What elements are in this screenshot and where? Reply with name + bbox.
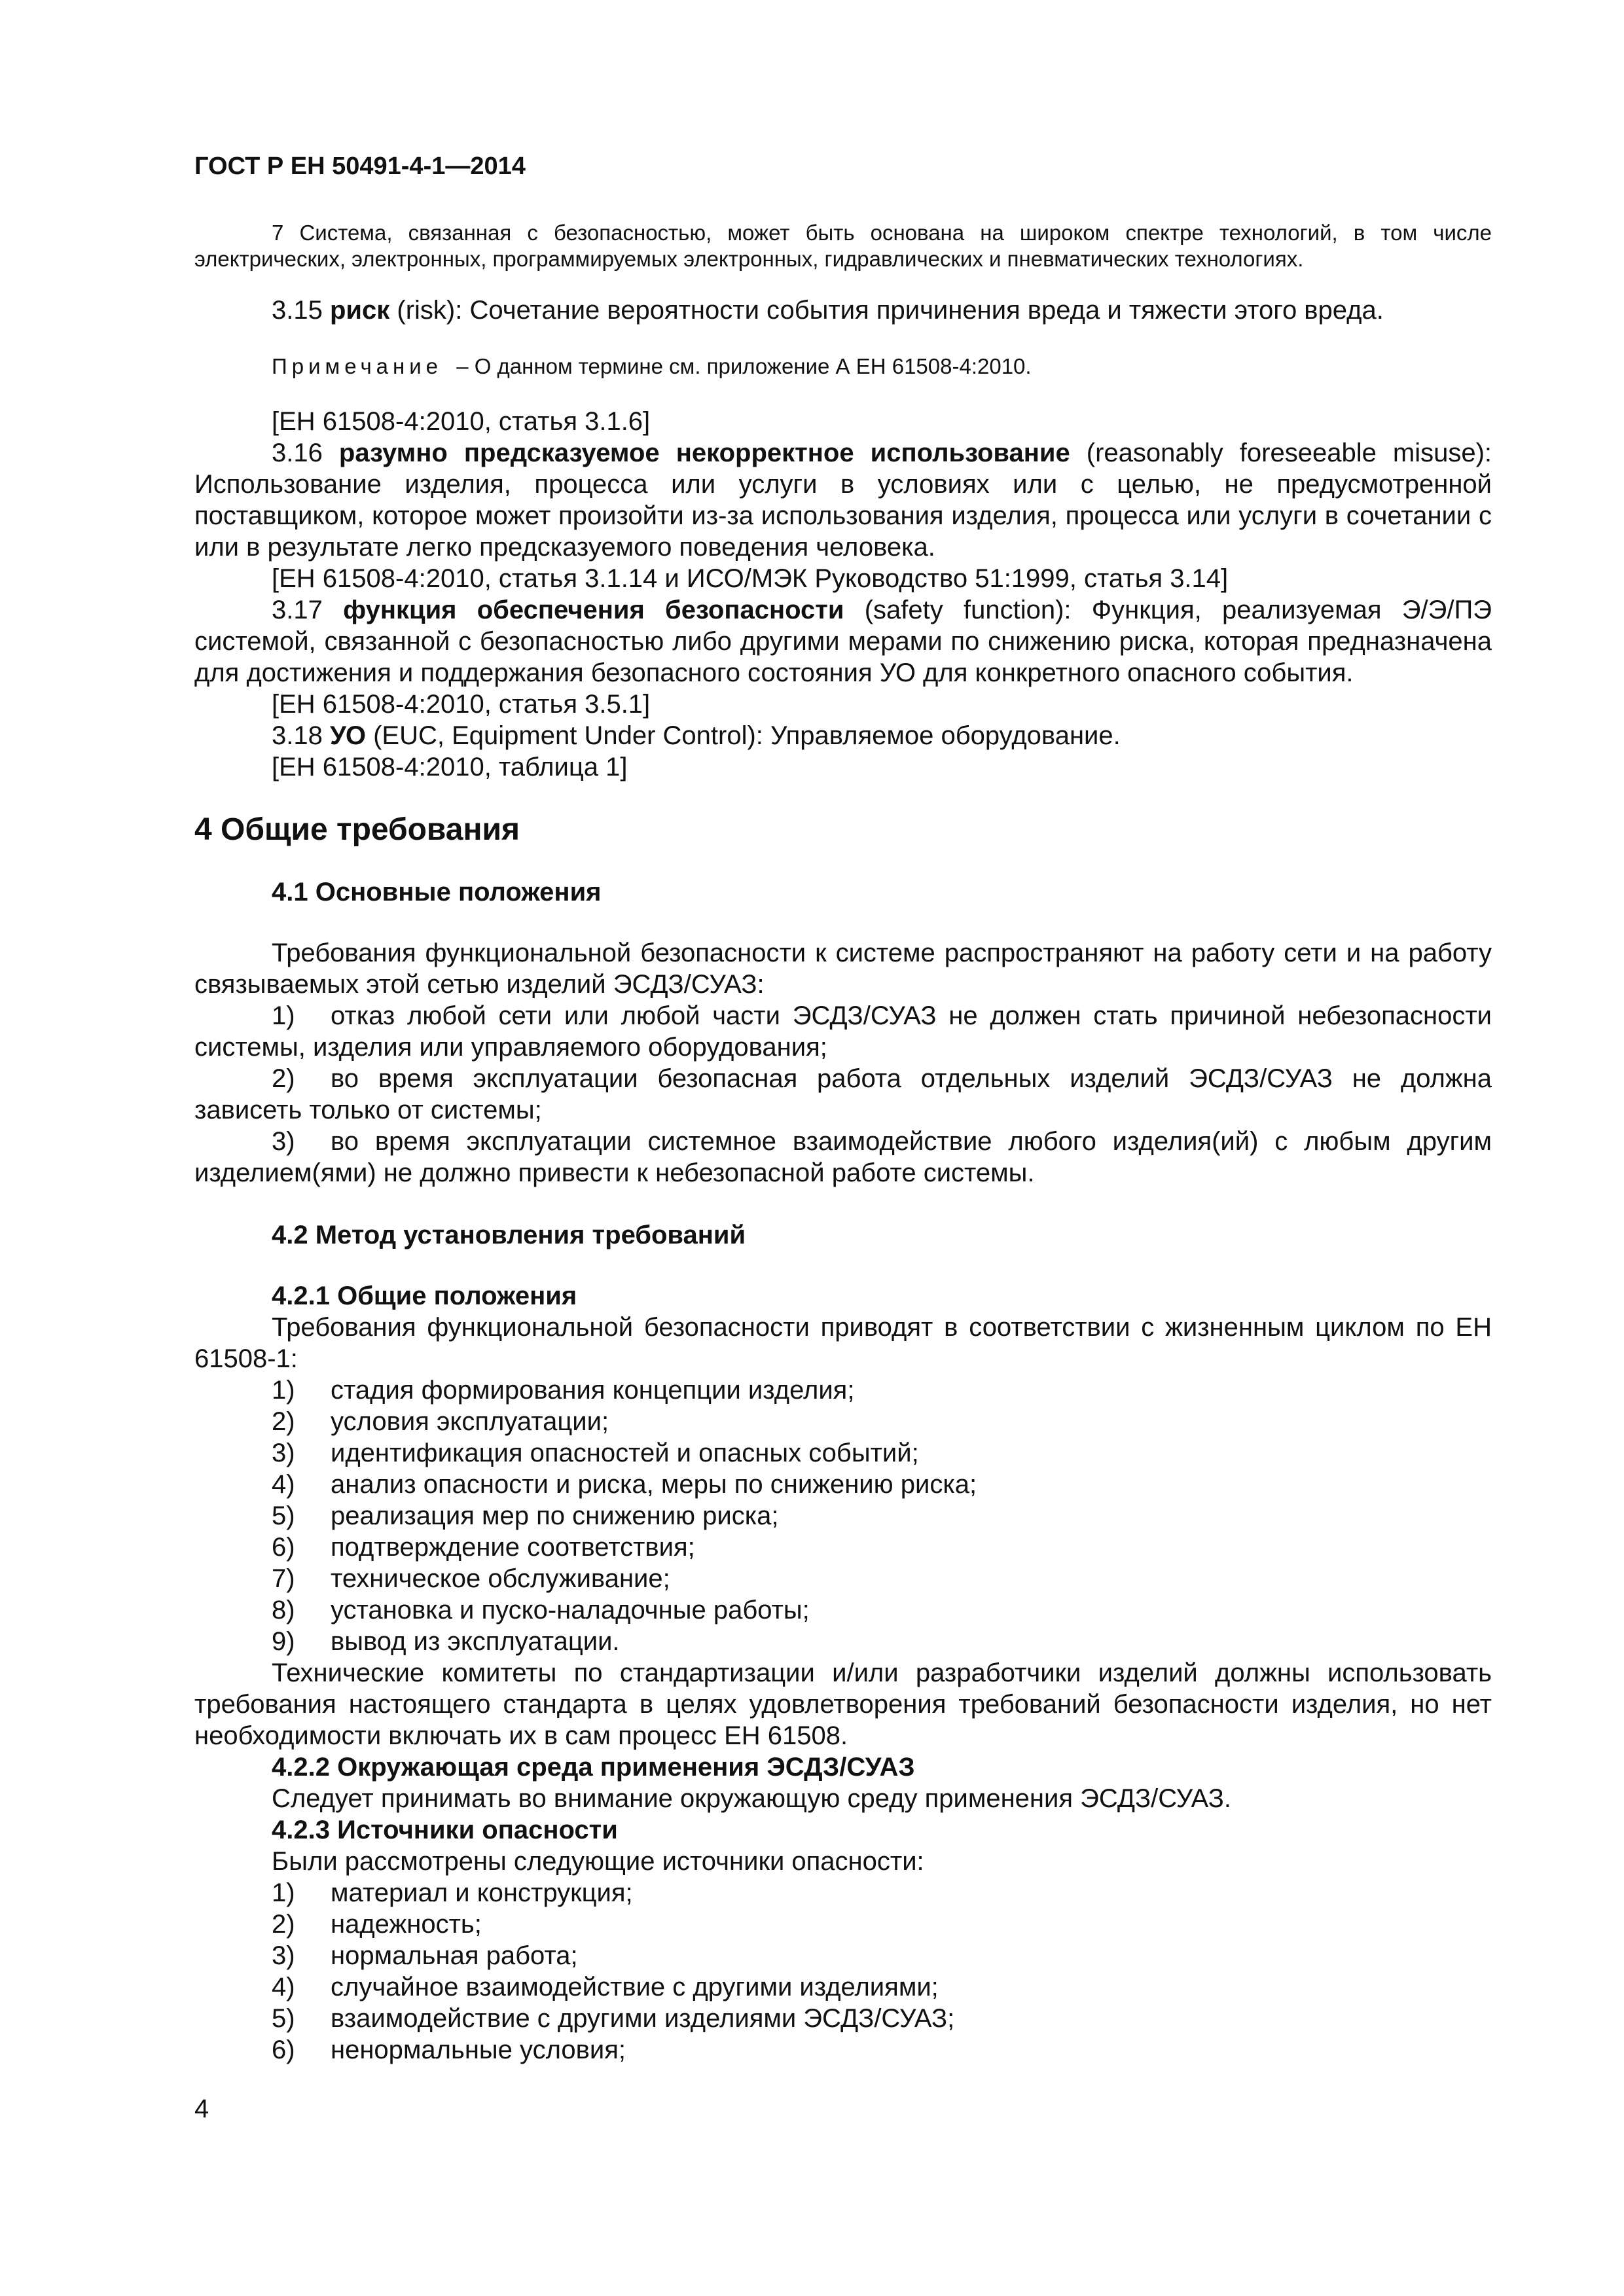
list-item [194, 1500, 1492, 1532]
list-item [194, 1406, 1492, 1437]
term-definition: (EUC, Equipment Under Control): Управляемое оборудование. [373, 721, 1121, 750]
list-item [194, 1437, 1492, 1469]
list-item-number: 8) [272, 1596, 295, 1624]
list-item [194, 1063, 1492, 1126]
list-item-number: 2) [272, 1064, 295, 1093]
term-definition: (safety function): Функция, реализуемая Э/Э/ПЭ системой, связанной с безопасностью либо другими мерами по снижению риска, которая предназначена для достижения и поддержания безопасного состояния УО для конкретного опасного события. [194, 596, 1492, 687]
list-item [194, 1532, 1492, 1563]
list-item-text: идентификация опасностей и опасных событий; [331, 1439, 919, 1467]
section-4-1-intro: Требования функциональной безопасности к системе распространяют на работу сети и на работу связываемых этой сетью изделий ЭСДЗ/СУАЗ: [194, 939, 1492, 999]
list-item-number: 5) [272, 1501, 295, 1530]
section-4-2-3-intro: Были рассмотрены следующие источники опасности: [272, 1847, 924, 1876]
section-4-1-title: 4.1 Основные положения [272, 878, 602, 906]
list-item-text: во время эксплуатации безопасная работа отдельных изделий ЭСДЗ/СУАЗ не должна зависеть только от системы; [194, 1064, 1492, 1124]
list-item-number: 4) [272, 1470, 295, 1499]
list-item-number: 2) [272, 1910, 295, 1939]
term-3-17 [194, 594, 1492, 689]
reference-3-15: [ЕН 61508-4:2010, статья 3.1.6] [272, 407, 651, 436]
list-item-number: 2) [272, 1407, 295, 1436]
list-item-number: 9) [272, 1627, 295, 1656]
list-item-text: вывод из эксплуатации. [331, 1627, 620, 1656]
term-name: функция обеспечения безопасности [343, 596, 844, 624]
list-item [194, 1909, 1492, 1940]
term-name: разумно предсказуемое некорректное использование [338, 439, 1070, 467]
note-label: Примечание [272, 354, 443, 378]
term-number: 3.17 [272, 596, 323, 624]
list-item [194, 1469, 1492, 1500]
list-item-number: 3) [272, 1941, 295, 1970]
section-4-2-1-intro: Требования функциональной безопасности приводят в соответствии с жизненным циклом по ЕН 61508-1: [194, 1313, 1492, 1373]
note-7: 7 Система, связанная с безопасностью, может быть основана на широком спектре технологий, в том числе электрических, электронных, программируемых электронных, гидравлических и пневматических технологиях. [194, 221, 1492, 271]
term-3-18 [194, 720, 1492, 751]
section-4-2-3-title: 4.2.3 Источники опасности [272, 1816, 618, 1844]
list-item [194, 1563, 1492, 1594]
section-4-2-1-outro: Технические комитеты по стандартизации и/или разработчики изделий должны использовать требования настоящего стандарта в целях удовлетворения требований безопасности изделия, но нет необходимости включать их в сам процесс ЕН 61508. [194, 1659, 1492, 1750]
term-number: 3.16 [272, 439, 323, 467]
list-item-text: подтверждение соответствия; [331, 1533, 695, 1562]
list-item [194, 1126, 1492, 1189]
section-4-2-2-title: 4.2.2 Окружающая среда применения ЭСДЗ/СУАЗ [272, 1753, 915, 1782]
reference-3-17: [ЕН 61508-4:2010, статья 3.5.1] [272, 690, 651, 719]
list-item-text: отказ любой сети или любой части ЭСДЗ/СУАЗ не должен стать причиной небезопасности системы, изделия или управляемого оборудования; [194, 1001, 1492, 1062]
section-4-title: 4 Общие требования [194, 812, 520, 847]
list-item-number: 7) [272, 1564, 295, 1593]
list-item-number: 3) [272, 1439, 295, 1467]
list-item [194, 2003, 1492, 2034]
list-item-number: 4) [272, 1973, 295, 2001]
note-text: – О данном термине см. приложение А ЕН 61508-4:2010. [456, 354, 1032, 378]
list-item-text: анализ опасности и риска, меры по снижению риска; [331, 1470, 977, 1499]
list-item-number: 3) [272, 1127, 295, 1156]
term-definition: (reasonably foreseeable misuse): Использование изделия, процесса или услуги в условиях или с целью, не предусмотренной поставщиком, которое может произойти из-за использования изделия, процесса или услуги в сочетании с или в результате легко предсказуемого поведения человека. [194, 439, 1492, 562]
list-item-text: случайное взаимодействие с другими изделиями; [331, 1973, 939, 2001]
list-item-text: реализация мер по снижению риска; [331, 1501, 779, 1530]
list-item-text: стадия формирования концепции изделия; [331, 1376, 855, 1405]
term-number: 3.18 [272, 721, 323, 750]
section-4-2-1-title: 4.2.1 Общие положения [272, 1282, 577, 1310]
list-item [194, 1374, 1492, 1406]
list-item-text: условия эксплуатации; [331, 1407, 609, 1436]
term-number: 3.15 [272, 296, 323, 325]
list-item [194, 1940, 1492, 1971]
reference-3-18: [ЕН 61508-4:2010, таблица 1] [272, 753, 628, 781]
list-item-text: во время эксплуатации системное взаимодействие любого изделия(ий) с любым другим изделием(ями) не должно привести к небезопасной работе системы. [194, 1127, 1492, 1187]
list-item-text: ненормальные условия; [331, 2036, 626, 2064]
list-item [194, 1971, 1492, 2003]
list-item [194, 2034, 1492, 2066]
list-item-text: нормальная работа; [331, 1941, 578, 1970]
list-item [194, 1877, 1492, 1909]
term-name: риск [329, 296, 390, 325]
list-item [194, 1626, 1492, 1657]
list-item-text: установка и пуско-наладочные работы; [331, 1596, 810, 1624]
document-header: ГОСТ Р ЕН 50491-4-1—2014 [194, 152, 526, 180]
list-item-number: 6) [272, 1533, 295, 1562]
reference-3-16: [ЕН 61508-4:2010, статья 3.1.14 и ИСО/МЭК Руководство 51:1999, статья 3.14] [272, 564, 1229, 593]
list-item-text: техническое обслуживание; [331, 1564, 670, 1593]
list-item [194, 1000, 1492, 1063]
list-item [194, 1594, 1492, 1626]
page-content [194, 151, 1492, 2066]
term-name: УО [329, 721, 366, 750]
list-item-number: 1) [272, 1878, 295, 1907]
section-4-2-title: 4.2 Метод установления требований [272, 1221, 746, 1249]
list-item-number: 1) [272, 1001, 295, 1030]
term-3-15 [194, 295, 1492, 326]
list-item-number: 5) [272, 2004, 295, 2033]
page-number: 4 [194, 2094, 209, 2123]
list-item-text: надежность; [331, 1910, 482, 1939]
list-item-number: 1) [272, 1376, 295, 1405]
term-definition: (risk): Сочетание вероятности события причинения вреда и тяжести этого вреда. [397, 296, 1384, 325]
note-block [272, 352, 1492, 381]
list-item-text: взаимодействие с другими изделиями ЭСДЗ/СУАЗ; [331, 2004, 955, 2033]
term-3-16 [194, 437, 1492, 563]
list-item-number: 6) [272, 2036, 295, 2064]
section-4-2-2-text: Следует принимать во внимание окружающую среду применения ЭСДЗ/СУАЗ. [272, 1784, 1232, 1813]
list-item-text: материал и конструкция; [331, 1878, 633, 1907]
